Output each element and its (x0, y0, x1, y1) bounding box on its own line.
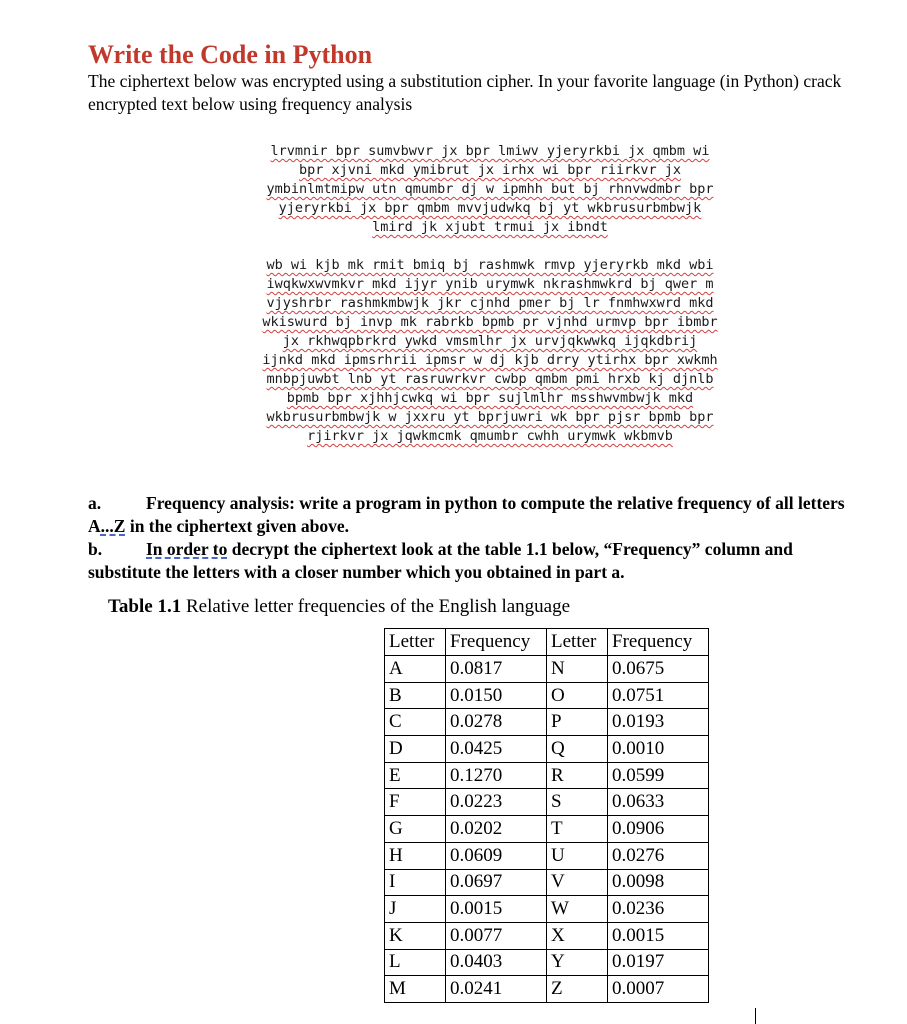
table-row (385, 709, 709, 736)
letter-cell: H (385, 842, 446, 869)
letter-cell: K (385, 922, 446, 949)
ciphertext-line: rjirkvr jx jqwkmcmk qmumbr cwhh urymwk wkbmvb (307, 428, 673, 444)
frequency-cell: 0.0425 (446, 736, 547, 763)
table-row (385, 816, 709, 843)
letter-cell: J (385, 896, 446, 923)
frequency-cell: 0.0236 (608, 896, 709, 923)
header-letter-1: Letter (385, 629, 446, 656)
question-b-text: decrypt the ciphertext look at the table 1.1 below, “Frequency” column and substitute the letters with a closer number which you obtained in part a. (88, 539, 793, 582)
question-a-text: Frequency analysis: write a program in python to compute the relative frequency of all letters A (88, 493, 845, 536)
ciphertext-line: vjyshrbr rashmkmbwjk jkr cjnhd pmer bj lr fnmhwxwrd mkd (266, 295, 714, 311)
letter-cell: Z (547, 976, 608, 1003)
letter-cell: U (547, 842, 608, 869)
letter-cell: W (547, 896, 608, 923)
table-caption-text: Relative letter frequencies of the English language (185, 596, 571, 617)
ciphertext-line: ijnkd mkd ipmsrhrii ipmsr w dj kjb drry ytirhx bpr xwkmh (262, 352, 718, 368)
frequency-cell: 0.0609 (446, 842, 547, 869)
frequency-table (384, 628, 709, 1003)
text-cursor (755, 1008, 756, 1024)
letter-cell: V (547, 869, 608, 896)
frequency-cell: 0.0007 (608, 976, 709, 1003)
ciphertext-line: ymbinlmtmipw utn qmumbr dj w ipmhh but bj rhnvwdmbr bpr (266, 181, 714, 197)
letter-cell: R (547, 762, 608, 789)
question-b-highlight: In order to (146, 539, 228, 559)
ciphertext-line: bpr xjvni mkd ymibrut jx irhx wi bpr riirkvr jx (298, 162, 681, 178)
table-row (385, 869, 709, 896)
letter-cell: O (547, 682, 608, 709)
frequency-cell: 0.0675 (608, 656, 709, 683)
table-row (385, 656, 709, 683)
letter-cell: G (385, 816, 446, 843)
question-b-tag: b. (88, 539, 103, 559)
letter-cell: A (385, 656, 446, 683)
table-row (385, 682, 709, 709)
frequency-cell: 0.0817 (446, 656, 547, 683)
ciphertext-line: iwqkwxwvmkvr mkd ijyr ynib urymwk nkrashmwkrd bj qwer m (266, 276, 714, 292)
table-row (385, 842, 709, 869)
frequency-cell: 0.0150 (446, 682, 547, 709)
table-row (385, 976, 709, 1003)
frequency-cell: 0.0403 (446, 949, 547, 976)
header-frequency-1: Frequency (446, 629, 547, 656)
frequency-cell: 0.0223 (446, 789, 547, 816)
table-row (385, 949, 709, 976)
intro-text: The ciphertext below was encrypted using a substitution cipher. In your favorite language (in Python) crack encrypted text below using frequency analysis (88, 71, 842, 114)
frequency-cell: 0.0241 (446, 976, 547, 1003)
ciphertext-line: wb wi kjb mk rmit bmiq bj rashmwk rmvp yjeryrkb mkd wbi (266, 257, 714, 273)
frequency-cell: 0.0276 (608, 842, 709, 869)
table-row (385, 922, 709, 949)
letter-cell: Y (547, 949, 608, 976)
letter-cell: Q (547, 736, 608, 763)
table-header-row (385, 629, 709, 656)
table-row (385, 896, 709, 923)
letter-cell: D (385, 736, 446, 763)
ciphertext-line: lmird jk xjubt trmui jx ibndt (372, 219, 608, 235)
frequency-cell: 0.0906 (608, 816, 709, 843)
letter-cell: C (385, 709, 446, 736)
table-row (385, 762, 709, 789)
header-letter-2: Letter (547, 629, 608, 656)
question-b (88, 538, 868, 584)
table-row (385, 789, 709, 816)
frequency-cell: 0.0751 (608, 682, 709, 709)
frequency-cell: 0.0015 (608, 922, 709, 949)
ciphertext-line: wkbrusurbmbwjk w jxxru yt bprjuwri wk bpr pjsr bpmb bpr (266, 409, 714, 425)
frequency-cell: 0.0010 (608, 736, 709, 763)
letter-cell: T (547, 816, 608, 843)
ciphertext-line: mnbpjuwbt lnb yt rasruwrkvr cwbp qmbm pmi hrxb kj djnlb (266, 371, 714, 387)
frequency-cell: 0.0633 (608, 789, 709, 816)
question-a (88, 492, 868, 538)
ciphertext-line: bpmb bpr xjhhjcwkq wi bpr sujlmlhr msshwvmbwjk mkd (286, 390, 694, 406)
letter-cell: L (385, 949, 446, 976)
ciphertext-line: yjeryrkbi jx bpr qmbm mvvjudwkq bj yt wkbrusurbmbwjk (278, 200, 702, 216)
page-title: Write the Code in Python (88, 40, 373, 69)
frequency-cell: 0.0077 (446, 922, 547, 949)
letter-cell: E (385, 762, 446, 789)
frequency-cell: 0.0278 (446, 709, 547, 736)
letter-cell: I (385, 869, 446, 896)
letter-cell: F (385, 789, 446, 816)
letter-cell: M (385, 976, 446, 1003)
question-a-text-end: in the ciphertext given above. (125, 516, 350, 536)
question-a-tag: a. (88, 493, 102, 513)
question-a-range: ...Z (100, 516, 126, 536)
letter-cell: N (547, 656, 608, 683)
ciphertext-line: lrvmnir bpr sumvbwvr jx bpr lmiwv yjeryrkbi jx qmbm wi (270, 143, 710, 159)
table-caption-label: Table 1.1 (108, 596, 182, 617)
table-row (385, 736, 709, 763)
frequency-cell: 0.0193 (608, 709, 709, 736)
ciphertext-paragraph-1 (180, 142, 800, 237)
frequency-cell: 0.0202 (446, 816, 547, 843)
frequency-cell: 0.0098 (608, 869, 709, 896)
ciphertext-line: jx rkhwqpbrkrd ywkd vmsmlhr jx urvjqkwwkq ijqkdbrij (282, 333, 698, 349)
header-frequency-2: Frequency (608, 629, 709, 656)
letter-cell: P (547, 709, 608, 736)
ciphertext-line: wkiswurd bj invp mk rabrkb bpmb pr vjnhd urmvp bpr ibmbr (262, 314, 718, 330)
letter-cell: S (547, 789, 608, 816)
table-caption (108, 596, 570, 618)
frequency-cell: 0.0599 (608, 762, 709, 789)
frequency-cell: 0.0197 (608, 949, 709, 976)
frequency-cell: 0.0697 (446, 869, 547, 896)
letter-cell: B (385, 682, 446, 709)
letter-cell: X (547, 922, 608, 949)
ciphertext-paragraph-2 (180, 256, 800, 446)
frequency-cell: 0.0015 (446, 896, 547, 923)
frequency-cell: 0.1270 (446, 762, 547, 789)
